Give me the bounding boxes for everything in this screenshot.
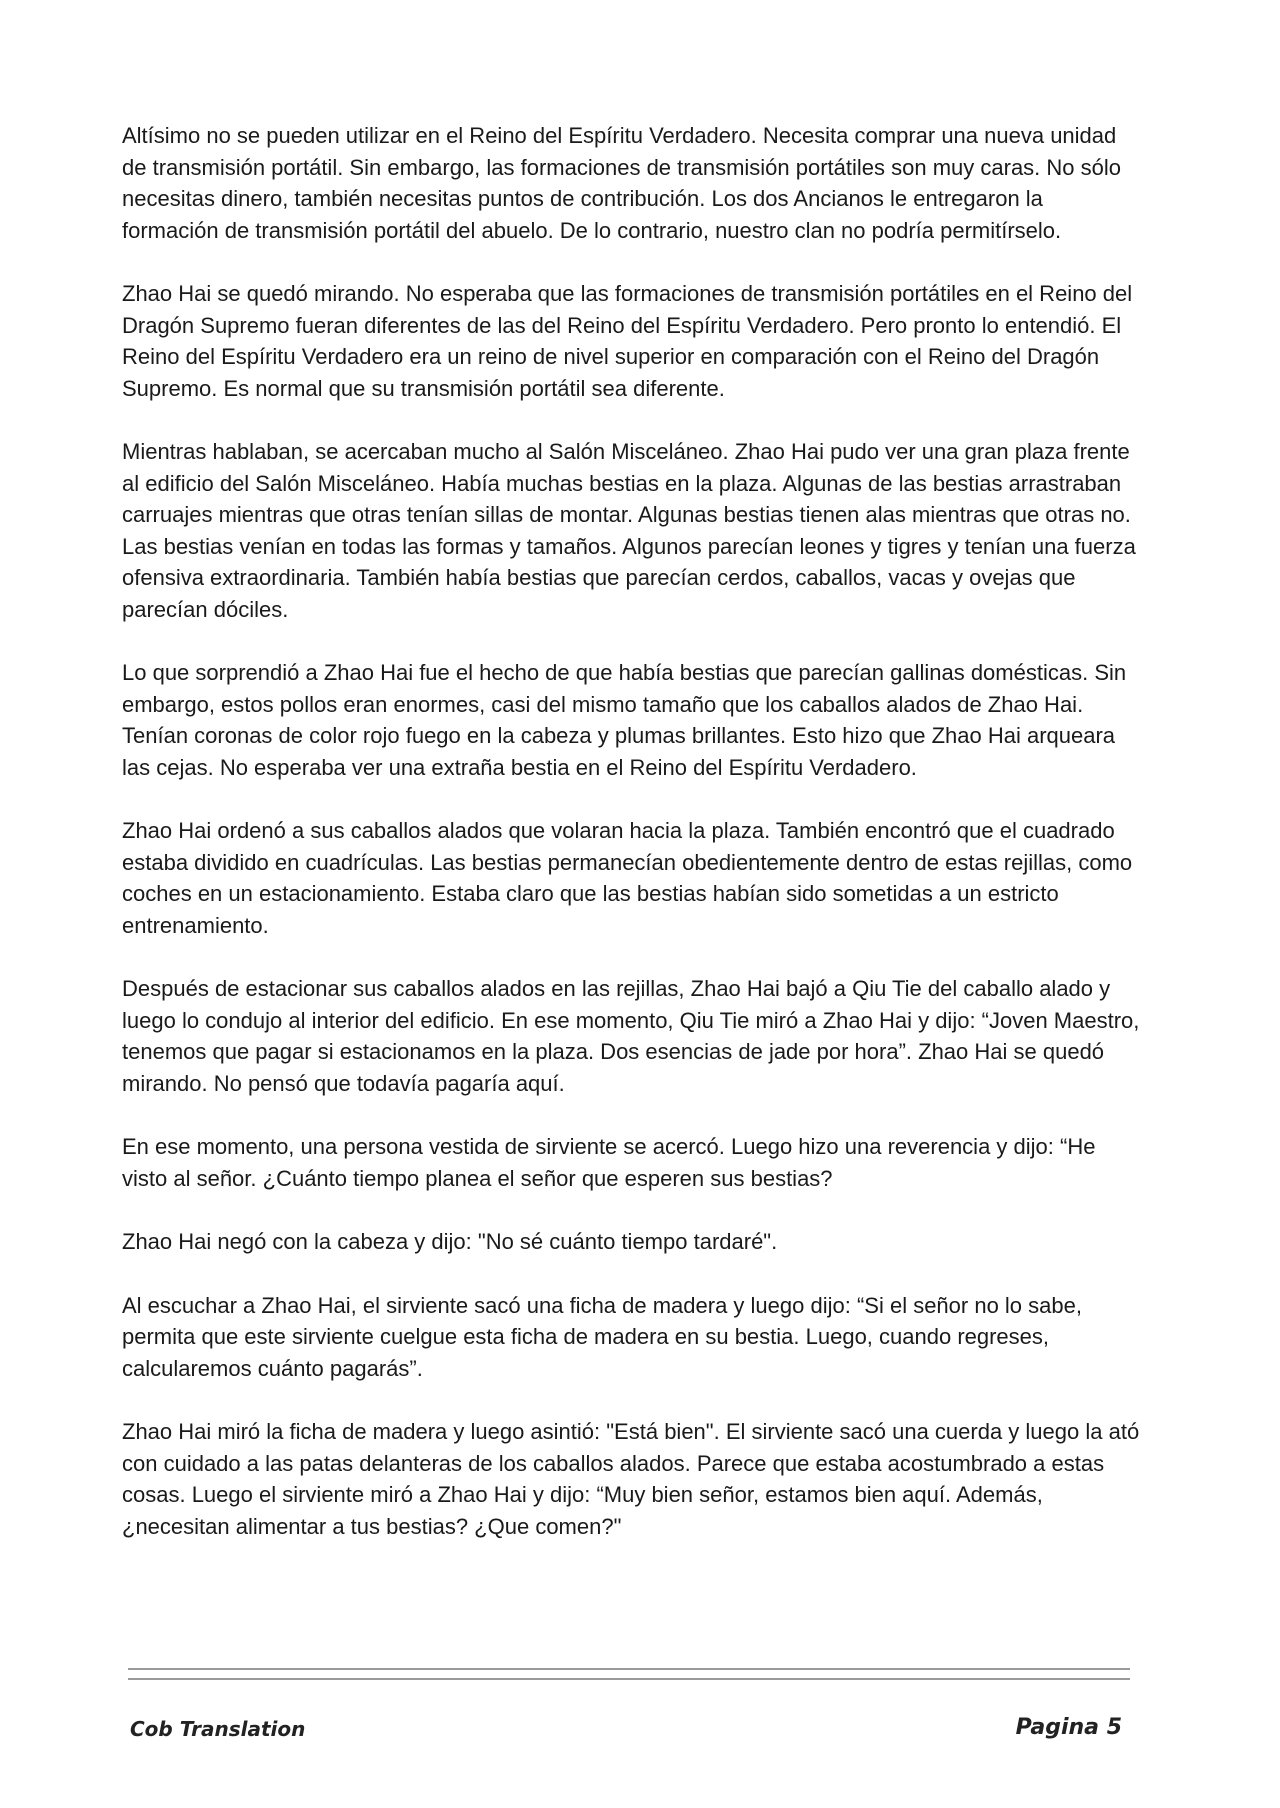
paragraph: En ese momento, una persona vestida de sirviente se acercó. Luego hizo una reverencia y dijo: “He visto al señor. ¿Cuánto tiempo planea el señor que esperen sus bestias? — [122, 1134, 1096, 1191]
page-body — [122, 120, 1142, 1574]
paragraph: Zhao Hai miró la ficha de madera y luego asintió: "Está bien". El sirviente sacó una cuerda y luego la ató con cuidado a las patas delanteras de los caballos alados. Parece que estaba acostumbrado a estas cosas. Luego el sirviente miró a Zhao Hai y dijo: “Muy bien señor, estamos bien aquí. Además, ¿necesitan alimentar a tus bestias? ¿Que comen?" — [122, 1419, 1140, 1539]
footer-divider — [128, 1668, 1130, 1680]
paragraph: Zhao Hai ordenó a sus caballos alados que volaran hacia la plaza. También encontró que el cuadrado estaba dividido en cuadrículas. Las bestias permanecían obedientemente dentro de estas rejillas, como coches en un estacionamiento. Estaba claro que las bestias habían sido sometidas a un estricto entrenamiento. — [122, 818, 1133, 938]
paragraph: Zhao Hai se quedó mirando. No esperaba que las formaciones de transmisión portátiles en el Reino del Dragón Supremo fueran diferentes de las del Reino del Espíritu Verdadero. Pero pronto lo entendió. El Reino del Espíritu Verdadero era un reino de nivel superior en comparación con el Reino del Dragón Supremo. Es normal que su transmisión portátil sea diferente. — [122, 281, 1133, 401]
page-number: Pagina 5 — [1015, 1715, 1122, 1740]
paragraph: Altísimo no se pueden utilizar en el Reino del Espíritu Verdadero. Necesita comprar una nueva unidad de transmisión portátil. Sin embargo, las formaciones de transmisión portátiles son muy caras. No sólo necesitas dinero, también necesitas puntos de contribución. Los dos Ancianos le entregaron la formación de transmisión portátil del abuelo. De lo contrario, nuestro clan no podría permitírselo. — [122, 123, 1122, 243]
paragraph: Mientras hablaban, se acercaban mucho al Salón Misceláneo. Zhao Hai pudo ver una gran plaza frente al edificio del Salón Misceláneo. Había muchas bestias en la plaza. Algunas de las bestias arrastraban carruajes mientras que otras tenían sillas de montar. Algunas bestias tienen alas mientras que otras no. Las bestias venían en todas las formas y tamaños. Algunos parecían leones y tigres y tenían una fuerza ofensiva extraordinaria. También había bestias que parecían cerdos, caballos, vacas y ovejas que parecían dóciles. — [122, 439, 1136, 622]
paragraph: Al escuchar a Zhao Hai, el sirviente sacó una ficha de madera y luego dijo: “Si el señor no lo sabe, permita que este sirviente cuelgue esta ficha de madera en su bestia. Luego, cuando regreses, calcularemos cuánto pagarás”. — [122, 1292, 1082, 1381]
paragraph: Lo que sorprendió a Zhao Hai fue el hecho de que había bestias que parecían gallinas domésticas. Sin embargo, estos pollos eran enormes, casi del mismo tamaño que los caballos alados de Zhao Hai. Tenían coronas de color rojo fuego en la cabeza y plumas brillantes. Esto hizo que Zhao Hai arqueara las cejas. No esperaba ver una extraña bestia en el Reino del Espíritu Verdadero. — [122, 660, 1127, 780]
footer-rule-top — [128, 1668, 1130, 1670]
footer-rule-bottom — [128, 1678, 1130, 1680]
footer-credit: Cob Translation — [130, 1717, 306, 1741]
paragraph: Zhao Hai negó con la cabeza y dijo: "No sé cuánto tiempo tardaré". — [122, 1229, 778, 1254]
paragraph: Después de estacionar sus caballos alados en las rejillas, Zhao Hai bajó a Qiu Tie del caballo alado y luego lo condujo al interior del edificio. En ese momento, Qiu Tie miró a Zhao Hai y dijo: “Joven Maestro, tenemos que pagar si estacionamos en la plaza. Dos esencias de jade por hora”. Zhao Hai se quedó mirando. No pensó que todavía pagaría aquí. — [122, 976, 1140, 1096]
